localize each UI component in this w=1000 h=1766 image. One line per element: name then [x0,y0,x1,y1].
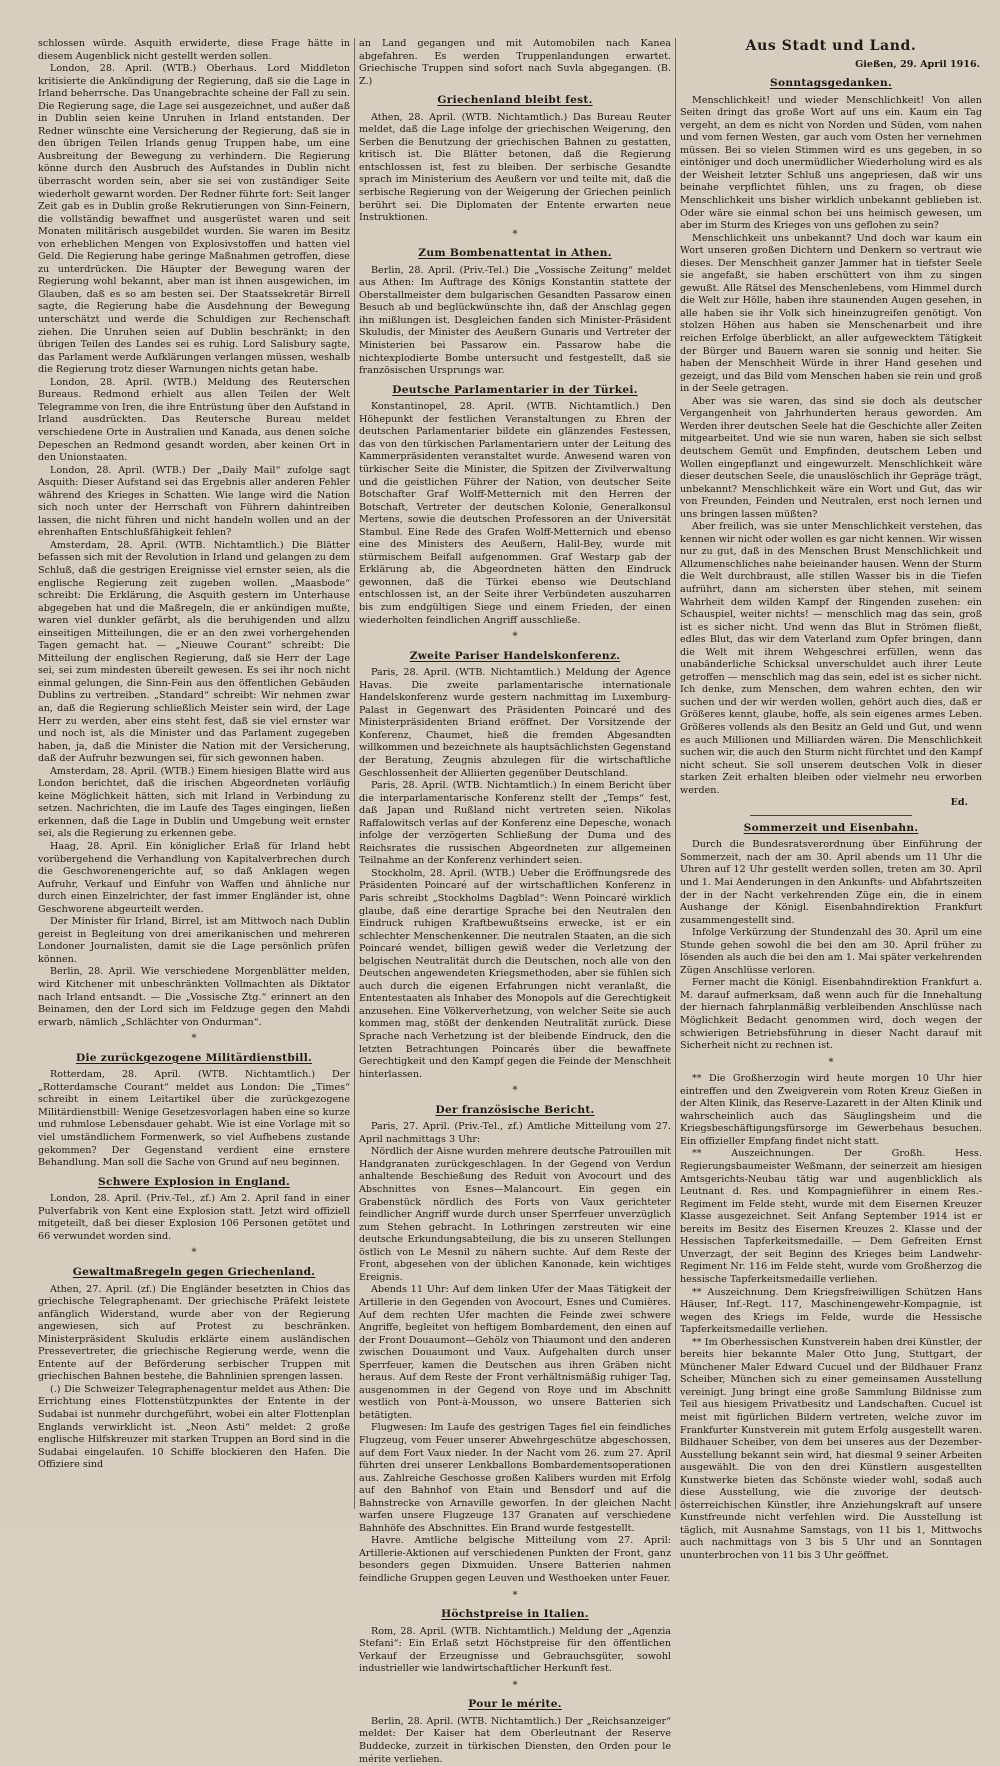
article-paragraph: Nördlich der Aisne wurden mehrere deutsche Patrouillen mit Handgranaten zurückgeschlagen. In der Gegend von Verdun anhaltende Beschießung des Reduit von Avocourt und des Abschnittes von Esnes—Malancourt. Ein gegen ein Grabenstück nördlich des Forts von Vaux gerichteter feindlicher Angriff wurde durch unser Sperrfeuer unverzüglich zum Stehen gebracht. In Lothringen zerstreuten wir eine deutsche Erkundungsabteilung, die bis zu unseren Stellungen östlich von Le Mesnil zu nähern suchte. Auf dem Reste der Front, abgesehen von der üblichen Kanonade, kein wichtiges Ereignis. [359,1146,671,1283]
article-paragraph: Ferner macht die Königl. Eisenbahndirektion Frankfurt a. M. darauf aufmerksam, daß wenn auch für die Innehaltung der hiernach fahrplanmäßig verbleibenden Anschlüsse nach Möglichkeit Bedacht genommen wird, doch wegen der schwierigen Betriebsführung in dieser Nacht darauf mit Sicherheit nicht zu rechnen ist. [680,977,982,1052]
article-paragraph: London, 28. April. (WTB.) Meldung des Reuterschen Bureaus. Redmond erhielt aus allen Teilen der Welt Telegramme von Iren, die ihre Entrüstung über den Aufstand in Irland ausdrückten. Das Reutersche Bureau meldet verschiedene Orte in Australien und Kanada, aus denen solche Depeschen an Redmond gesandt worden, aber keinen Ort in den Unionstaaten. [38,376,350,464]
article-paragraph: London, 28. April. (Priv.-Tel., zf.) Am 2. April fand in einer Pulverfabrik von Kent eine Explosion statt. Jetzt wird offiziell mitgeteilt, daß bei dieser Explosion 106 Personen getötet und 66 verwundet worden sind. [38,1193,350,1242]
article-paragraph: Rotterdam, 28. April. (WTB. Nichtamtlich.) Der „Rotterdamsche Courant“ meldet aus London: Die „Times“ schreibt in einem Leitartikel über die zurückgezogene Militärdienstbill: Wenige Gesetzesvorlagen haben eine so kurze und ruhmlose Lebensdauer gehabt. Wie ist eine Vorlage mit so viel umständlichem Formenwerk, so viel Aufhebens zustande gekommen? Der Gegenstand verdient eine ernstere Behandlung. Man soll die Sache von Grund auf neu beginnen. [38,1069,350,1169]
section-heading: Aus Stadt und Land. [745,38,917,54]
article-paragraph: ** Auszeichnung. Dem Kriegsfreiwilligen Schützen Hans Häuser, Inf.-Regt. 117, Maschinengewehr-Kompagnie, ist wegen des Kriegs im Felde, wurde die Hessische Tapferkeitsmedaille verliehen. [680,1286,982,1336]
article-paragraph: Infolge Verkürzung der Stundenzahl des 30. April um eine Stunde gehen sowohl die bei den am 30. April früher zu lösenden als auch die bei den am 1. Mai später verkehrenden Zügen Anschlüsse verloren. [680,927,982,976]
article-paragraph: Stockholm, 28. April. (WTB.) Ueber die Eröffnungsrede des Präsidenten Poincaré auf der wirtschaftlichen Konferenz in Paris schreibt „Stockholms Dagblad“: Wenn Poincaré wirklich glaube, daß eine derartige Sprache bei den Neutralen den Eindruck ruhigen Kraftbewußtseins erwecke, ist er ein schlechter Menschenkenner. Die neutralen Staaten, an die sich Poincaré wendet, billigen gewiß weder die Verletzung der belgischen Neutralität durch die Deutschen, noch alle von den Deutschen angewendeten Kriegsmethoden, aber sie fühlen sich auch durch die eigenen Erfahrungen nicht veranlaßt, die Ententestaaten als Inhaber des Monopols auf die Gerechtigkeit anzusehen. Eine Völkerverhetzung, von welcher Seite sie auch kommen mag, stößt der denkenden Neutralität zurück. Diese Sprache nach Verhetzung ist der bleibende Eindruck, den die letzten Betrachtungen Poincarés über die bewaffnete Gerechtigkeit und den Kampf gegen die Feinde der Menschheit hinterlassen. [359,867,671,1080]
article-signature: Ed. [950,797,968,809]
article-paragraph: Aber freilich, was sie unter Menschlichkeit verstehen, das kennen wir nicht oder wollen es gar nicht kennen. Wir wissen nur zu gut, daß in des Menschen Brust Menschlichkeit und Allzumenschliches nahe beieinander hausen. Wenn der Sturm die Welt durchbraust, alle stillen Wasser bis in die Tiefen aufrührt, dann am sichersten über stehen, mit seinem Wahrheit dem wilden Kampf der Ringenden zusehen: ein Schauspiel, weiter nichts! — menschlich mag das sein, groß ist es sicher nicht. Und wenn das Blut in Strömen fließt, edles Blut, das wir dem Vaterland zum Opfer bringen, dann die Welt mit ihrem Wehgeschrei erfüllen, wenn das unabänderliche Schicksal unverschuldet auch ihrer Leute getroffen — menschlich mag das sein, edel ist es sicher nicht. Ich denke, zum Menschen, dem wahren echten, den wir suchen und der wir werden wollen, gehört auch dies, daß er Größeres kennt, glaube, hoffe, als sein eigenes armes Leben. Größeres vollends als den Besitz an Geld und Gut, und wenn es auch Millionen und Milliarden wären. Die Menschlichkeit suchen wir, die auch den Sturm nicht fürchtet und den Kampf nicht scheut. Sie soll unserem deutschen Volk in dieser starken Zeit erhalten bleiben oder vielmehr neu erworben werden. [680,521,982,796]
article-heading: Sonntagsgedanken. [770,77,892,90]
section-divider: * [512,631,518,643]
article-paragraph: Menschlichkeit uns unbekannt? Und doch war kaum ein Wort unseren großen Dichtern und Denkern so vertraut wie dieses. Der Menschheit ganzer Jammer hat in tiefster Seele sie angefaßt, sie haben erschüttert von ihm zu singen gewußt. Alle Rätsel des Menschenlebens, vom Himmel durch die Welt zur Hölle, haben ihre staunenden Augen gesehen, in alle haben sie ihr Volk sich hineinzugreifen genötigt. Von stolzen Höhen aus haben sie Menschenarbeit und ihre reichen Erfolge überblickt, an aller aufgewecktem Tätigkeit der Bürger und Bauern waren sie sonnig und heiter. Sie haben der Menschheit Würde in ihrer Hand gesehen und gezeigt, und das Bild vom Menschen haben sie rein und groß in der Seele getragen. [680,232,982,395]
article-paragraph: Amsterdam, 28. April. (WTB.) Einem hiesigen Blatte wird aus London berichtet, daß die irischen Abgeordneten vorläufig keine Möglichkeit hätten, sich mit Irland in Verbindung zu setzen. Nachrichten, die im Laufe des Tages eingingen, ließen erkennen, daß die Lage in Dublin und Umgebung weit ernster sei, als die Regierung zu erkennen gebe. [38,765,350,840]
article-heading: Der französische Bericht. [435,1103,595,1116]
column-rule [354,38,355,1509]
section-divider: * [191,1033,197,1045]
article-paragraph: ** Im Oberhessischen Kunstverein haben drei Künstler, der bereits hier bekannte Maler Otto Jung, Stuttgart, der Münchener Maler Edward Cucuel und der Bildhauer Franz Scheiber, München sich zu einer gemeinsamen Ausstellung vereinigt. Jung bringt eine große Sammlung Bildnisse zum Teil aus hiesigem Privatbesitz und Landschaften. Cucuel ist meist mit figürlichen Bildern vertreten, welche zuvor im Frankfurter Kunstverein mit gutem Erfolg ausgestellt waren. Bildhauer Scheiber, von dem bei unseres aus der Dezember-Ausstellung bekannt sein wird, hat diesmal 9 seiner Arbeiten ausgewählt. Die von den drei Künstlern ausgestellten Kunstwerke bieten das Schönste wieder wohl, sodaß auch diese Ausstellung, wie die zuvorige der deutsch-österreichischen Künstler, ihre Anziehungskraft auf unsere Kunstfreunde nicht verfehlen wird. Die Ausstellung ist täglich, mit Ausnahme Samstags, von 11 bis 1, Mittwochs auch nachmittags von 3 bis 5 Uhr und an Sonntagen ununterbrochen von 11 bis 3 Uhr geöffnet. [680,1336,982,1561]
article-paragraph: schlossen würde. Asquith erwiderte, diese Frage hätte in diesem Augenblick nicht gestellt werden sollen. [38,38,350,62]
section-divider: * [512,228,518,240]
dateline: Gießen, 29. April 1916. [855,58,980,70]
article-paragraph: Paris, 28. April. (WTB. Nichtamtlich.) Meldung der Agence Havas. Die zweite parlamentarische internationale Handelskonferenz wurde gestern nachmittag im Luxemburg-Palast in Gegenwart des Präsidenten Poincaré und des Ministerpräsidenten Briand eröffnet. Der Vorsitzende der Konferenz, Chaumet, hieß die fremden Abgesandten willkommen und bezeichnete als hauptsächlichsten Gegenstand der Beratung, Zeugnis abzulegen für die wirtschaftliche Geschlossenheit der Alliierten gegenüber Deutschland. [359,667,671,779]
column-rule [675,38,676,1509]
article-heading: Gewaltmaßregeln gegen Griechenland. [72,1265,316,1278]
article-paragraph: Menschlichkeit! und wieder Menschlichkeit! Von allen Seiten dringt das große Wort auf uns ein. Kaum ein Tag vergeht, an dem es nicht von Norden und Süden, vom nahen und vom fernen Westen, gar auch vom Osten her vernehmen müssen. Bei so vielen Stimmen wird es uns gegeben, in so eintöniger und doch unermüdlicher Wiederholung wird es als der Weisheit letzter Schluß uns angepriesen, daß wir uns beinahe verpflichtet fühlen, uns zu fragen, ob diese Menschlichkeit uns bisher wirklich unbekannt geblieben ist. Oder wäre sie einmal schon bei uns heimisch gewesen, um aber im Sturm des Krieges von uns geflohen zu sein? [680,94,982,232]
section-divider: * [828,1056,834,1068]
section-divider: * [512,1589,518,1601]
column-left [38,38,350,1509]
column-right-body [680,95,982,1563]
article-paragraph: (.) Die Schweizer Telegraphenagentur meldet aus Athen: Die Errichtung eines Flottenstützpunktes der Entente in der Sudabai ist nunmehr durchgeführt, wobei ein alter Flottenplan Englands verwirklicht ist. „Neon Asti“ meldet: 2 große englische Hilfskreuzer mit starken Truppen an Bord sind in die Sudabai eingelaufen. 10 Schiffe blockieren den Hafen. Die Offiziere sind [38,1383,350,1471]
section-divider: * [191,1247,197,1259]
article-heading: Zum Bombenattentat in Athen. [418,247,612,260]
article-heading: Schwere Explosion in England. [98,1175,290,1188]
section-rule [750,815,912,816]
column-right [680,38,982,1561]
article-paragraph: Athen, 27. April. (zf.) Die Engländer besetzten in Chios das griechische Telegraphenamt. Der griechische Präfekt leistete anfänglich Widerstand, wurde aber von der Regierung angewiesen, sich auf Protest zu beschränken. Ministerpräsident Skuludis erklärte einem ausländischen Pressevertreter, die griechische Regierung werde, wenn die Entente auf der Beförderung serbischer Truppen mit griechischen Bahnen bestehe, die Bahnlinien sprengen lassen. [38,1283,350,1383]
article-paragraph: Havre. Amtliche belgische Mitteilung vom 27. April: Artillerie-Aktionen auf verschiedenen Punkten der Front, ganz besonders gegen Dixmuiden. Unsere Batterien nahmen feindliche Gruppen gegen Leuven und Westhoeken unter Feuer. [359,1535,671,1584]
section-divider: * [512,1679,518,1691]
article-heading: Deutsche Parlamentarier in der Türkei. [392,383,638,396]
section-divider: * [512,1085,518,1097]
article-paragraph: London, 28. April. (WTB.) Oberhaus. Lord Middleton kritisierte die Ankündigung der Regierung, daß sie die Lage in Irland beherrsche. Das Unangebrachte scheine der Fall zu sein. Die Regierung sage, die Lage sei ausgezeichnet, und außer daß in Dublin seien keine Unruhen in Irland entstanden. Der Redner wünschte eine Versicherung der Regierung, daß sie in den übrigen Teilen Irlands genug Truppen habe, um eine Ausbreitung der Bewegung zu verhindern. Die Regierung könne durch den Ausbruch des Aufstandes in Dublin nicht überrascht worden sein, aber sie sei von zuständiger Seite wiederholt gewarnt worden. Der Redner führte fort: Seit langer Zeit gab es in Dublin große Rekrutierungen von Sinn-Feinern, die vollständig bewaffnet und ausgerüstet waren und seit Monaten militärisch ausgebildet wurden. Sie waren im Besitz von erheblichen Mengen von Explosivstoffen und hatten viel Geld. Die Regierung habe geringe Maßnahmen getroffen, diese zu unterdrücken. Die Häupter der Bewegung waren der Regierung wohl bekannt, aber man ist ihnen ausgewichen, im Glauben, daß es so am besten sei. Der Staatssekretär Birrell sagte, die Regierung habe die Ausdehnung der Bewegung unterschätzt und werde die Schuldigen zur Rechenschaft ziehen. Die Unruhen seien auf Dublin beschränkt; in den übrigen Teilen des Landes sei es ruhig. Lord Salisbury sagte, das Parlament werde Aufklärungen verlangen müssen, weshalb die Regierung trotz dieser Warnungen nichts getan habe. [38,63,350,376]
article-paragraph: Flugwesen: Im Laufe des gestrigen Tages fiel ein feindliches Flugzeug, vom Feuer unserer Abwehrgeschütze abgeschossen, auf dem Fort Vaux nieder. In der Nacht vom 26. zum 27. April führten drei unserer Lenkballons Bombardementsoperationen aus. Zahlreiche Geschosse großen Kalibers wurden mit Erfolg auf den Bahnhof von Etain und Bensdorf und auf die Bahnstrecke von Arnaville geworfen. In der gleichen Nacht warfen unsere Flugzeuge 137 Granaten auf verschiedene Bahnhöfe des Abschnittes. Ein Brand wurde festgestellt. [359,1422,671,1534]
article-paragraph: Der Minister für Irland, Birrel, ist am Mittwoch nach Dublin gereist in Begleitung von drei amerikanischen und mehreren Londoner Journalisten, damit sie die Lage persönlich prüfen können. [38,916,350,965]
article-paragraph: Amsterdam, 28. April. (WTB. Nichtamtlich.) Die Blätter befassen sich mit der Revolution in Irland und gelangen zu dem Schluß, daß die gestrigen Ereignisse viel ernster seien, als die englische Regierung zeit zugeben wollen. „Maasbode“ schreibt: Die Erklärung, die Asquith gestern im Unterhause abgegeben hat und die Maßregeln, die er ankündigen mußte, waren viel dunkler gefärbt, als die beruhigenden und allzu einseitigen Mitteilungen, die er an den zwei vorhergehenden Tagen gemacht hat. — „Nieuwe Courant“ schreibt: Die Mitteilung der englischen Regierung, daß sie Herr der Lage sei, sei zum mindesten übereilt gewesen. Es sei ihr noch nicht einmal gelungen, die Sinn-Fein aus den öffentlichen Gebäuden Dublins zu vertreiben. „Standard“ schreibt: Wir nehmen zwar an, daß die Regierung schließlich Meister sein wird, der Lage Herr zu werden, aber eins steht fest, daß sie viel ernster war und noch ist, als die Minister und das Parlament zugegeben haben, ja, daß die Minister die Nation mit der Versicherung, daß der Aufruhr bezwungen sei, für sich gewonnen haben. [38,539,350,765]
article-paragraph: Paris, 28. April. (WTB. Nichtamtlich.) In einem Bericht über die interparlamentarische Konferenz stellt der „Temps“ fest, daß Japan und Rußland nicht vertreten seien. Nikolas Raffalowitsch verlas auf der Konferenz eine Depesche, wonach infolge der verzögerten Schließung der Duma und des Reichsrates die russischen Abgeordneten zur allgemeinen Teilnahme an der Konferenz verhindert seien. [359,780,671,867]
column-middle [359,38,671,1765]
article-heading: Die zurückgezogene Militärdienstbill. [75,1051,313,1064]
article-paragraph: Paris, 27. April. (Priv.-Tel., zf.) Amtliche Mitteilung vom 27. April nachmittags 3 Uhr: [359,1121,671,1145]
article-paragraph: Durch die Bundesratsverordnung über Einführung der Sommerzeit, nach der am 30. April abends um 11 Uhr die Uhren auf 12 Uhr gestellt werden sollen, treten am 30. April und 1. Mai Aenderungen in den Ankunfts- und Abfahrtszeiten der in der Nacht verkehrenden Züge ein, die in einem Aushange der Königl. Eisenbahndirektion Frankfurt zusammengestellt sind. [680,839,982,926]
article-paragraph: Abends 11 Uhr: Auf dem linken Ufer der Maas Tätigkeit der Artillerie in den Gegenden von Avocourt, Esnes und Cumières. Auf dem rechten Ufer machten die Feinde zwei schwere Angriffe, begleitet von heftigem Bombardement, den einen auf der Front Douaumont—Gehölz von Thiaumont und den anderen zwischen Douaumont und Vaux. Aufgehalten durch unser Sperrfeuer, kamen die Deutschen aus ihren Gräben nicht heraus. Auf dem Reste der Front verhältnismäßig ruhiger Tag, ausgenommen in der Gegend von Roye und im Abschnitt westlich von Pont-à-Mousson, wo unsere Batterien sich betätigten. [359,1284,671,1421]
article-heading: Griechenland bleibt fest. [437,94,593,107]
article-paragraph: Athen, 28. April. (WTB. Nichtamtlich.) Das Bureau Reuter meldet, daß die Lage infolge der griechischen Weigerung, den Serben die Benutzung der griechischen Bahnen zu gestatten, kritisch ist. Die Blätter betonen, daß die Regierung entschlossen ist, fest zu bleiben. Der serbische Gesandte sprach im Ministerium des Aeußern vor und teilte mit, daß die serbische Regierung von der Weigerung der Griechen peinlich berührt sei. Die Diplomaten der Entente erwarten neue Instruktionen. [359,111,671,224]
article-paragraph: Haag, 28. April. Ein königlicher Erlaß für Irland hebt vorübergehend die Verhandlung von Kapitalverbrechen durch die Geschworenengerichte auf, so daß Anklagen wegen Aufruhr, Verkauf und Einfuhr von Waffen und ähnliche nur durch einen Einzelrichter, der fast immer Engländer ist, ohne Geschworene abgeurteilt werden. [38,841,350,915]
article-paragraph: ** Die Großherzogin wird heute morgen 10 Uhr hier eintreffen und den Zweigverein vom Roten Kreuz Gießen in der Alten Klinik, das Reserve-Lazarett in der Alten Klinik und wahrscheinlich auch das Säuglingsheim und die Kriegsbeschäftigungsfürsorge im Gewerbehaus besuchen. Ein offizieller Empfang findet nicht statt. [680,1073,982,1147]
article-paragraph: Konstantinopel, 28. April. (WTB. Nichtamtlich.) Den Höhepunkt der festlichen Veranstaltungen zu Ehren der deutschen Parlamentarier bildete ein glänzendes Festessen, das von den türkischen Parlamentariern unter der Leitung des Kammerpräsidenten veranstaltet wurde. Anwesend waren von türkischer Seite die Minister, die Spitzen der Zivilverwaltung und die geistlichen Führer der Nation, von deutscher Seite Botschafter Graf Wolff-Metternich mit den Herren der Botschaft, Vertreter der deutschen Kolonie, Generalkonsul Mertens, sowie die deutschen Professoren an der Universität Stambul. Eine Rede des Grafen Wolff-Metternich und ebenso eine des Ministers des Aeußern, Halil-Bey, wurde mit stürmischem Beifall aufgenommen. Graf Westarp gab der Erklärung ab, die Abgeordneten hätten den Eindruck gewonnen, daß die Türkei ebenso wie Deutschland entschlossen ist, an der Seite ihrer Verbündeten auszuharren bis zum endgültigen Siege und einem Frieden, der einen wiederholten feindlichen Angriff ausschließe. [359,401,671,626]
article-paragraph: Rom, 28. April. (WTB. Nichtamtlich.) Meldung der „Agenzia Stefani“: Ein Erlaß setzt Höchstpreise für den öffentlichen Verkauf der Erzeugnisse und Gebrauchsgüter, sowohl industrieller wie landwirtschaftlicher Herkunft fest. [359,1625,671,1675]
article-heading: Zweite Pariser Handelskonferenz. [409,649,621,662]
article-heading: Sommerzeit und Eisenbahn. [743,821,919,834]
article-paragraph: Berlin, 28. April. (Priv.-Tel.) Die „Vossische Zeitung“ meldet aus Athen: Im Auftrage des Königs Konstantin stattete der Oberstallmeister dem bulgarischen Gesandten Passarow einen Besuch ab und beglückwünschte ihn, daß der Anschlag gegen ihn mißlungen ist. Desgleichen fanden sich Minister-Präsident Skuludis, der Minister des Aeußern Gunaris und Vertreter der Ministerien bei Passarow ein. Passarow habe die nichtexplodierte Bombe untersucht und festgestellt, daß sie französischen Ursprungs war. [359,264,671,377]
article-paragraph: ** Auszeichnungen. Der Großh. Hess. Regierungsbaumeister Weßmann, der seinerzeit am hiesigen Amtsgerichts-Neubau tätig war und augenblicklich als Leutnant d. Res. und Kompagnieführer in einem Res.-Regiment im Felde steht, wurde mit dem Eisernen Kreuzer Klasse ausgezeichnet. Seit Anfang September 1914 ist er bereits im Besitz des Eisernen Kreuzes 2. Klasse und der Hessischen Tapferkeitsmedaille. — Dem Gefreiten Ernst Unverzagt, der seit Beginn des Krieges beim Landwehr-Regiment Nr. 116 im Felde steht, wurde vom Großherzog die hessische Tapferkeitsmedaille verliehen. [680,1148,982,1285]
article-paragraph: Aber was sie waren, das sind sie doch als deutscher Vergangenheit von Jahrhunderten heraus geworden. Am Werden ihrer deutschen Seele hat die Geschichte aller Zeiten mitgearbeitet. Und wie sie nun waren, haben sie sich selbst deutschem Gemüt und Empfinden, deutschem Leben und Wollen eingepflanzt und eingewurzelt. Menschlichkeit wäre dieser deutschen Seele, die unauslöschlich ihr Gepräge trägt, unbekannt? Menschlichkeit wäre ein Wort und Gut, das wir von Freunden, Feinden und Neutralen, erst noch lernen und uns bringen lassen müßten? [680,395,982,520]
article-paragraph: Berlin, 28. April. (WTB. Nichtamtlich.) Der „Reichsanzeiger“ meldet: Der Kaiser hat dem Oberleutnant der Reserve Buddecke, zurzeit in türkischen Diensten, den Orden pour le mérite verliehen. [359,1715,671,1765]
article-paragraph: London, 28. April. (WTB.) Der „Daily Mail“ zufolge sagt Asquith: Dieser Aufstand sei das Ergebnis aller anderen Fehler während des Krieges in Schatten. Wie lange wird die Nation sich noch unter der Herrschaft von Führern dahintreiben lassen, die nicht führen und nicht handeln wollen und an der ehrenhaften Entschlußfähigkeit fehlen? [38,464,350,539]
article-heading: Höchstpreise in Italien. [441,1608,589,1621]
article-paragraph: Berlin, 28. April. Wie verschiedene Morgenblätter melden, wird Kitchener mit unbeschränkten Vollmachten als Diktator nach Irland entsandt. — Die „Vossische Ztg.“ erinnert an den Beinamen, den der Lord sich im Feldzuge gegen den Mahdi erwarb, nämlich „Schlächter von Ondurman“. [38,966,350,1028]
article-heading: Pour le mérite. [468,1698,562,1711]
article-paragraph: an Land gegangen und mit Automobilen nach Kanea abgefahren. Es werden Truppenlandungen erwartet. Griechische Truppen sind sofort nach Suvla abgegangen. (B. Z.) [359,38,671,87]
